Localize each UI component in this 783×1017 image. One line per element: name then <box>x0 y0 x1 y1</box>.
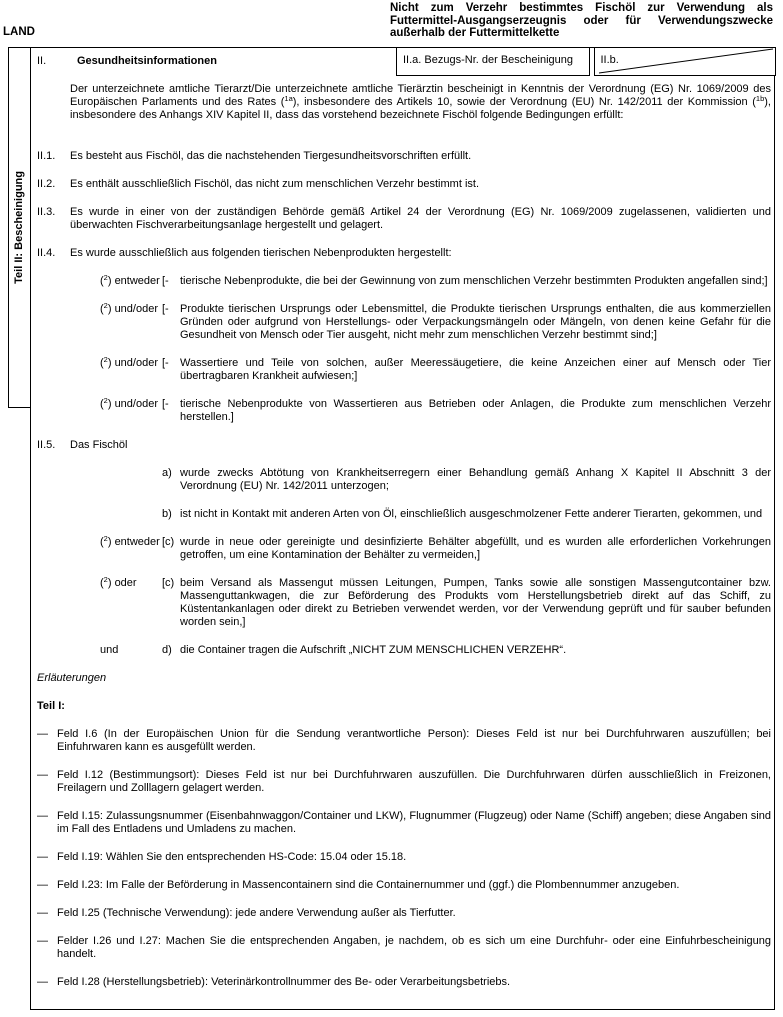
item-number: II.1. <box>37 150 56 162</box>
note-item <box>31 810 774 836</box>
subitem-marker <box>100 467 162 493</box>
option-text: tierische Nebenprodukte von Wassertieren aus Betrieben oder Anlagen, die Produkte zum menschlichen Verzehr herstellen.] <box>180 398 771 423</box>
option-row <box>31 275 774 288</box>
subitem-tag: [c) <box>162 536 175 548</box>
section-header <box>31 48 217 68</box>
item-text: Das Fischöl <box>70 439 128 451</box>
note-dash: — <box>37 728 48 740</box>
subitem-row <box>31 644 774 657</box>
option-text: Wassertiere und Teile von solchen, außer Meeressäugetiere, die keine Anzeichen einer auf Mensch oder Tier übertragbaren Krankheit aufwiesen;] <box>180 357 771 382</box>
note-dash: — <box>37 935 48 947</box>
diagonal-line <box>595 48 774 75</box>
subitem-text: ist nicht in Kontakt mit anderen Arten von Öl, einschließlich ausgeschmolzener Fette anderer Tierarten, gekommen, und <box>180 508 763 520</box>
subitem-marker: und <box>100 644 119 656</box>
intro-paragraph-row <box>31 83 774 122</box>
option-tag: [- <box>162 275 169 287</box>
note-text: Felder I.26 und I.27: Machen Sie die entsprechenden Angaben, je nachdem, ob es sich um eine Durchfuhr- oder eine Einfuhrbescheinigung handelt. <box>57 935 771 960</box>
cert-item <box>31 178 774 191</box>
option-text: Produkte tierischen Ursprungs oder Lebensmittel, die Produkte tierischen Ursprungs enthalten, die aus kommerziellen Gründen oder aufgrund von Herstellungs- oder Verpackungsmängeln oder Mängeln, von denen keine Gefahr für die Gesundheit von Mensch oder Tier ausgeht, nicht mehr zum menschlichen Verzehr bestimmt sind;] <box>180 303 771 341</box>
part-ii-side-tab-label: Teil II: Bescheinigung <box>13 171 25 284</box>
note-dash: — <box>37 907 48 919</box>
subitem-row <box>31 577 774 629</box>
document-title <box>390 2 773 40</box>
subitem-text: wurde zwecks Abtötung von Krankheitserregern einer Behandlung gemäß Anhang X Kapitel II Abschnitt 3 der Verordnung (EU) Nr. 142/2011 unterzogen; <box>180 467 771 492</box>
note-text: Feld I.28 (Herstellungsbetrieb): Veterinärkontrollnummer des Be- oder Verarbeitungsbetriebs. <box>57 976 511 988</box>
item-text: Es enthält ausschließlich Fischöl, das nicht zum menschlichen Verzehr bestimmt ist. <box>70 178 479 190</box>
option-row <box>31 303 774 342</box>
item-number: II.4. <box>37 247 56 259</box>
subitem-tag: d) <box>162 644 172 656</box>
option-marker: ($^2$) und/oder <box>100 355 158 369</box>
subitem-row <box>31 467 774 493</box>
option-marker: ($^2$) und/oder <box>100 301 158 315</box>
document-title-line: außerhalb der Futtermittelkette <box>390 27 560 39</box>
subitem-text: die Container tragen die Aufschrift „NICHT ZUM MENSCHLICHEN VERZEHR“. <box>180 644 567 656</box>
subitem-marker: ($^2$) entweder <box>100 534 160 548</box>
option-marker: ($^2$) entweder <box>100 273 160 287</box>
reference-number-cell: II.a. Bezugs-Nr. der Bescheinigung <box>396 47 590 77</box>
item-text: Es wurde ausschließlich aus folgenden tierischen Nebenprodukten hergestellt: <box>70 247 452 259</box>
intro-paragraph: Der unterzeichnete amtliche Tierarzt/Die unterzeichnete amtliche Tierärztin bescheinigt in Kenntnis der Verordnung (EG) Nr. 1069/2009 des Europäischen Parlaments und des Rates ($^{1a}$), insbesondere des Artikels 10, sowie der Verordnung (EU) Nr. 142/2011 der Kommission ($^{1b}$), insbesondere des Anhangs XIV Kapitel II, dass das vorstehend bezeichnete Fischöl folgende Bedingungen erfüllt: <box>70 83 771 121</box>
option-tag: [- <box>162 303 169 315</box>
item-text: Es besteht aus Fischöl, das die nachstehenden Tiergesundheitsvorschriften erfüllt. <box>70 150 472 162</box>
iib-cell <box>594 47 776 77</box>
note-dash: — <box>37 976 48 988</box>
option-tag: [- <box>162 398 169 410</box>
part-i-heading: Teil I: <box>37 700 65 712</box>
option-row <box>31 357 774 383</box>
certificate-body <box>31 76 774 1004</box>
note-text: Feld I.6 (In der Europäischen Union für die Sendung verantwortliche Person): Dieses Feld ist nur bei Durchfuhrwaren auszufüllen; bei Einfuhrwaren kann es ausgefüllt werden. <box>57 728 771 753</box>
item-number: II.5. <box>37 439 56 451</box>
cert-item <box>31 247 774 260</box>
subitem-tag: a) <box>162 467 172 479</box>
land-label: LAND <box>3 26 35 38</box>
cert-item <box>31 206 774 232</box>
note-text: Feld I.12 (Bestimmungsort): Dieses Feld ist nur bei Durchfuhrwaren auszufüllen. Die Durchfuhrwaren dürfen ausschließlich in Freizonen, Freilagern und Zolllagern gelagert werden. <box>57 769 771 794</box>
section-title: Gesundheitsinformationen <box>77 55 217 67</box>
subitem-text: beim Versand als Massengut müssen Leitungen, Pumpen, Tanks sowie alle sonstigen Massengutcontainer bzw. Massenguttankwagen, die zur Beförderung des Produkts vom Herstellungsbetrieb direkt auf das Schiff, zu Küstentankanlagen oder direkt zu Betrieben verwendet werden, vor der Verwendung geprüft und für sauber befunden worden sein,] <box>180 577 771 628</box>
section-number: II. <box>37 55 47 67</box>
note-item <box>31 879 774 892</box>
option-row <box>31 398 774 424</box>
option-marker: ($^2$) und/oder <box>100 396 158 410</box>
subitem-marker: ($^2$) oder <box>100 575 137 589</box>
subitem-tag: [c) <box>162 577 175 589</box>
item-text: Es wurde in einer von der zuständigen Behörde gemäß Artikel 24 der Verordnung (EG) Nr. 1069/2009 zugelassenen, validierten und überwachten Fischverarbeitungsanlage hergestellt und gelagert. <box>70 206 771 231</box>
subitem-marker <box>100 508 162 521</box>
note-item <box>31 976 774 989</box>
part-ii-side-tab <box>8 47 31 408</box>
note-text: Feld I.15: Zulassungsnummer (Eisenbahnwaggon/Container und LKW), Flugnummer (Flugzeug) oder Name (Schiff) angeben; diese Angaben sind im Fall des Entladens und Umladens zu machen. <box>57 810 771 835</box>
document-title-line: Futtermittel-Ausgangserzeugnis oder für Verwendungszwecke <box>390 14 773 27</box>
cert-item <box>31 439 774 452</box>
note-text: Feld I.23: Im Falle der Beförderung in Massencontainern sind die Containernummer und (ggf.) die Plombennummer anzugeben. <box>57 879 680 891</box>
document-title-line: Nicht zum Verzehr bestimmtes Fischöl zur Verwendung als <box>390 2 773 14</box>
cert-item <box>31 150 774 163</box>
note-dash: — <box>37 769 48 781</box>
certificate-table <box>30 47 775 1010</box>
note-text: Feld I.19: Wählen Sie den entsprechenden HS-Code: 15.04 oder 15.18. <box>57 851 407 863</box>
subitem-row <box>31 536 774 562</box>
subitem-tag: b) <box>162 508 172 520</box>
iib-cell-label: II.b. <box>600 53 619 66</box>
note-item <box>31 851 774 864</box>
note-dash: — <box>37 810 48 822</box>
note-item <box>31 769 774 795</box>
option-tag: [- <box>162 357 169 369</box>
notes-heading: Erläuterungen <box>37 672 107 684</box>
note-text: Feld I.25 (Technische Verwendung): jede andere Verwendung außer als Tierfutter. <box>57 907 456 919</box>
subitem-text: wurde in neue oder gereinigte und desinfizierte Behälter abgefüllt, und es wurden alle erforderlichen Vorkehrungen getroffen, um eine Kontamination der Behälter zu vermeiden,] <box>180 536 771 561</box>
item-number <box>31 83 70 122</box>
note-item <box>31 935 774 961</box>
note-dash: — <box>37 851 48 863</box>
note-item <box>31 907 774 920</box>
item-number: II.3. <box>37 206 56 218</box>
note-dash: — <box>37 879 48 891</box>
option-text: tierische Nebenprodukte, die bei der Gewinnung von zum menschlichen Verzehr bestimmten Produkten angefallen sind;] <box>180 275 768 287</box>
item-number: II.2. <box>37 178 56 190</box>
subitem-row <box>31 508 774 521</box>
note-item <box>31 728 774 754</box>
